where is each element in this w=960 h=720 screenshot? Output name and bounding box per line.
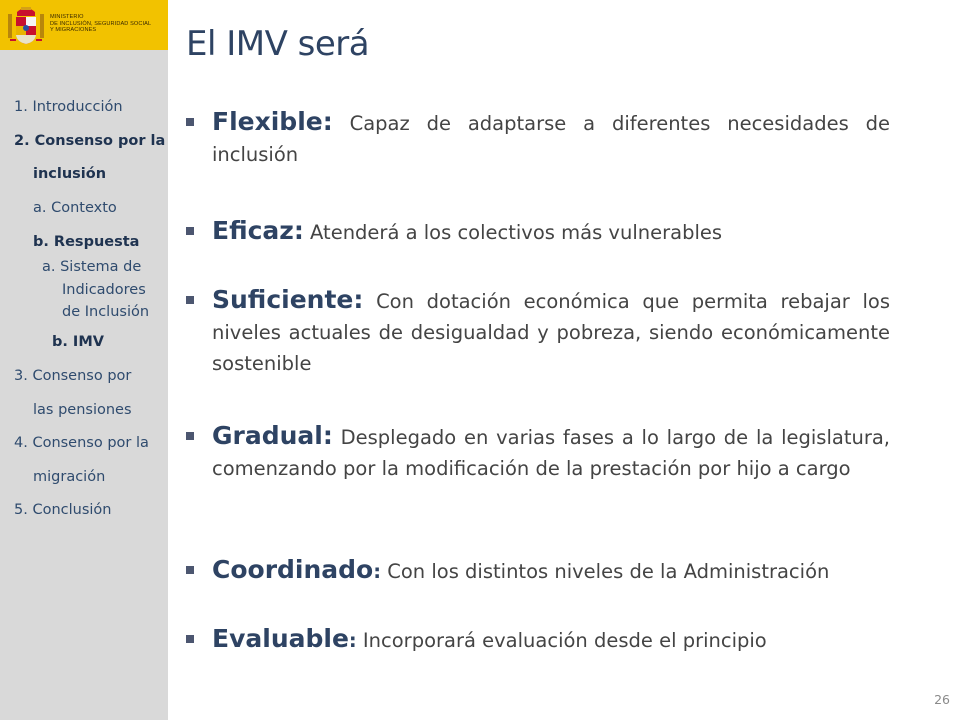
bullet-evaluable [186, 623, 890, 656]
ministry-line: DE INCLUSIÓN, SEGURIDAD SOCIAL [50, 20, 152, 27]
bullet-keyword: Evaluable [212, 624, 349, 653]
agenda-nav [0, 0, 168, 720]
nav-item-conclusion[interactable]: 5. Conclusión [14, 502, 112, 518]
bullet-description: Desplegado en varias fases a lo largo de la legislatura, comenzando por la modificación de la prestación por hijo a cargo [212, 426, 890, 480]
square-bullet-icon [186, 118, 194, 126]
nav-item-consenso-inclusion[interactable]: 2. Consenso por la [14, 133, 166, 149]
square-bullet-icon [186, 296, 194, 304]
bullet-description: Capaz de adaptarse a diferentes necesidades de inclusión [212, 112, 890, 166]
nav-item-consenso-pensiones[interactable]: 3. Consenso por [14, 368, 132, 384]
bullet-colon: : [348, 629, 357, 652]
bullet-eficaz [186, 215, 890, 248]
nav-item-consenso-migracion-cont[interactable]: migración [33, 469, 106, 485]
nav-item-respuesta[interactable]: b. Respuesta [33, 234, 140, 250]
bullet-description: Incorporará evaluación desde el principio [356, 629, 767, 652]
nav-item-sistema-indicadores-cont[interactable]: Indicadores [62, 282, 146, 298]
bullet-keyword: Gradual: [212, 421, 333, 450]
bullet-text [212, 106, 890, 170]
bullet-text [212, 554, 890, 587]
bullet-keyword: Suficiente: [212, 285, 364, 314]
bullet-colon: : [373, 560, 382, 583]
nav-item-sistema-indicadores[interactable]: a. Sistema de [42, 259, 142, 275]
bullet-keyword: Flexible: [212, 107, 333, 136]
square-bullet-icon [186, 566, 194, 574]
bullet-flexible [186, 106, 890, 170]
sidebar [0, 0, 168, 720]
bullet-keyword: Coordinado [212, 555, 374, 584]
bullet-description: Atenderá a los colectivos más vulnerables [303, 221, 723, 244]
nav-item-imv[interactable]: b. IMV [52, 334, 104, 350]
page-number: 26 [934, 692, 950, 707]
bullet-text [212, 623, 890, 656]
bullet-gradual [186, 420, 890, 484]
nav-item-introduccion[interactable]: 1. Introducción [14, 99, 123, 115]
nav-item-contexto[interactable]: a. Contexto [33, 200, 117, 216]
ministry-line: MINISTERIO [50, 14, 84, 20]
square-bullet-icon [186, 635, 194, 643]
bullet-text [212, 420, 890, 484]
bullet-description: Con los distintos niveles de la Administración [381, 560, 830, 583]
nav-item-sistema-indicadores-cont[interactable]: de Inclusión [62, 304, 150, 320]
square-bullet-icon [186, 227, 194, 235]
slide-title: El IMV será [186, 24, 370, 64]
bullet-text [212, 284, 890, 379]
nav-item-consenso-pensiones-cont[interactable]: las pensiones [33, 402, 132, 418]
bullet-description: Con dotación económica que permita rebajar los niveles actuales de desigualdad y pobreza, siendo económicamente sostenible [212, 290, 890, 375]
nav-item-consenso-inclusion-cont[interactable]: inclusión [33, 166, 107, 182]
ministry-line: Y MIGRACIONES [50, 27, 97, 34]
square-bullet-icon [186, 432, 194, 440]
nav-item-consenso-migracion[interactable]: 4. Consenso por la [14, 435, 149, 451]
bullet-text [212, 215, 890, 248]
bullet-keyword: Eficaz: [212, 216, 304, 245]
bullet-suficiente [186, 284, 890, 379]
bullet-coordinado [186, 554, 890, 587]
